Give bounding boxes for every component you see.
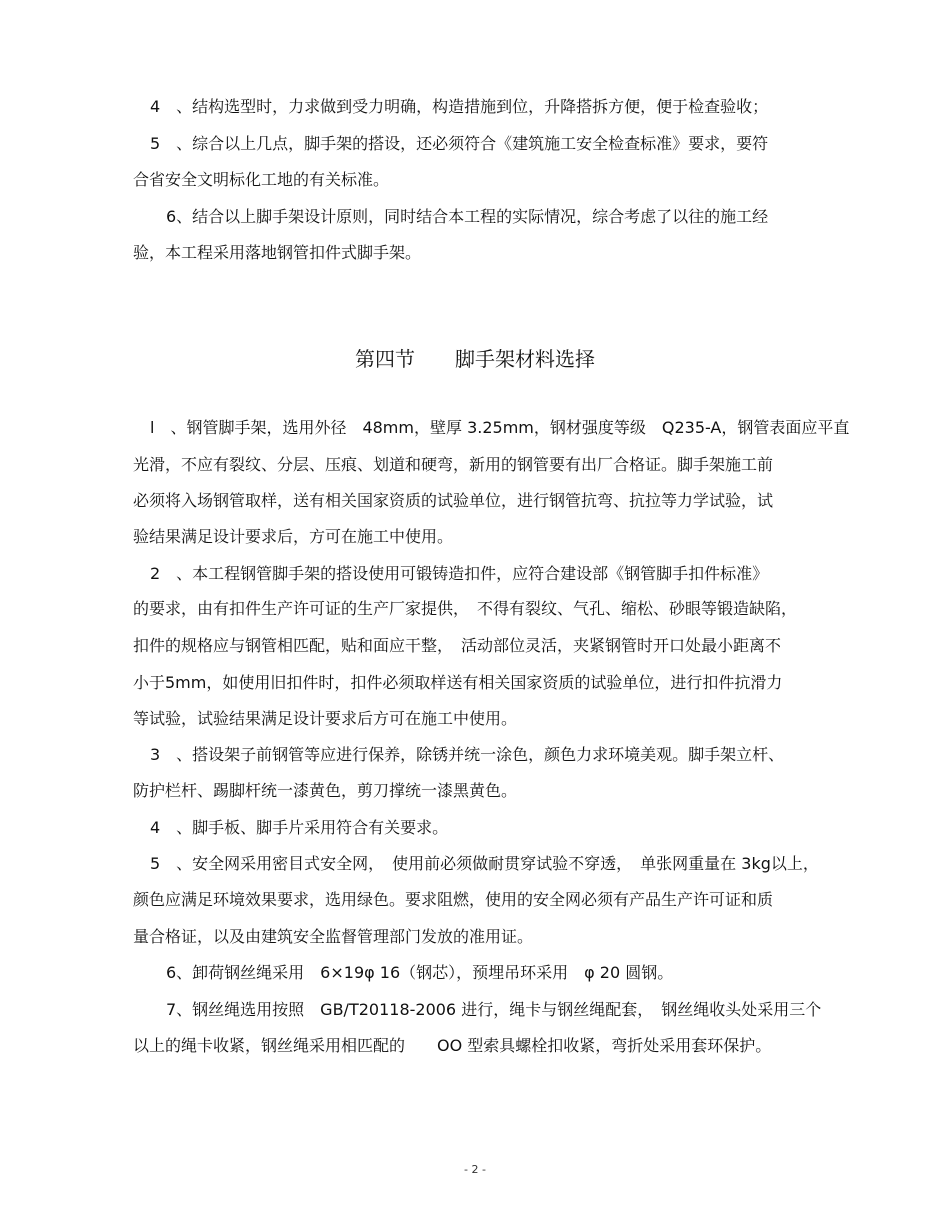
- paragraph-line: 3 、搭设架子前钢管等应进行保养，除锈并统一涂色，颜色力求环境美观。脚手架立杆、: [150, 745, 785, 764]
- paragraph-line: 光滑，不应有裂纹、分层、压痕、划道和硬弯，新用的钢管要有出厂合格证。脚手架施工前: [133, 455, 774, 474]
- paragraph-line: 4 、结构选型时，力求做到受力明确，构造措施到位，升降搭拆方便，便于检查验收；: [150, 97, 769, 116]
- paragraph-line: 验，本工程采用落地钢管扣件式脚手架。: [133, 243, 422, 262]
- paragraph-line: 合省安全文明标化工地的有关标准。: [133, 170, 390, 189]
- paragraph-line: 的要求，由有扣件生产许可证的生产厂家提供， 不得有裂纹、气孔、缩松、砂眼等锻造缺陷，: [133, 599, 798, 618]
- paragraph-line: 7、钢丝绳选用按照 GB/T20118-2006 进行，绳卡与钢丝绳配套， 钢丝绳收头处采用三个: [166, 1000, 822, 1019]
- paragraph-line: 2 、本工程钢管脚手架的搭设使用可锻铸造扣件，应符合建设部《钢管脚手扣件标准》: [150, 564, 769, 583]
- paragraph-line: 5 、安全网采用密目式安全网， 使用前必须做耐贯穿试验不穿透， 单张网重量在 3kg以上，: [150, 854, 819, 873]
- paragraph-line: l 、钢管脚手架，选用外径 48mm，壁厚 3.25mm，钢材强度等级 Q235-A，钢管表面应平直: [150, 418, 850, 437]
- paragraph-line: 小于5mm，如使用旧扣件时，扣件必须取样送有相关国家资质的试验单位，进行扣件抗滑力: [133, 673, 783, 692]
- paragraph-line: 必须将入场钢管取样，送有相关国家资质的试验单位，进行钢管抗弯、抗拉等力学试验，试: [133, 491, 774, 510]
- page-number: - 2 -: [464, 1163, 486, 1176]
- paragraph-line: 验结果满足设计要求后，方可在施工中使用。: [133, 527, 454, 546]
- paragraph-line: 6、卸荷钢丝绳采用 6×19φ 16（钢芯），预埋吊环采用 φ 20 圆钢。: [166, 963, 674, 982]
- paragraph-line: 扣件的规格应与钢管相匹配，贴和面应干整， 活动部位灵活，夹紧钢管时开口处最小距离不: [133, 636, 782, 655]
- paragraph-line: 以上的绳卡收紧，钢丝绳采用相匹配的 OO 型索具螺栓扣收紧，弯折处采用套环保护。: [133, 1036, 772, 1055]
- paragraph-line: 5 、综合以上几点，脚手架的搭设，还必须符合《建筑施工安全检查标准》要求，要符: [150, 134, 769, 153]
- paragraph-line: 6、结合以上脚手架设计原则，同时结合本工程的实际情况，综合考虑了以往的施工经: [166, 207, 769, 226]
- section-title: 第四节 脚手架材料选择: [355, 347, 595, 371]
- paragraph-line: 等试验，试验结果满足设计要求后方可在施工中使用。: [133, 709, 518, 728]
- paragraph-line: 颜色应满足环境效果要求，选用绿色。要求阻燃，使用的安全网必须有产品生产许可证和质: [133, 890, 774, 909]
- paragraph-line: 量合格证，以及由建筑安全监督管理部门发放的准用证。: [133, 927, 534, 946]
- paragraph-line: 4 、脚手板、脚手片采用符合有关要求。: [150, 818, 449, 837]
- paragraph-line: 防护栏杆、踢脚杆统一漆黄色，剪刀撑统一漆黑黄色。: [133, 781, 518, 800]
